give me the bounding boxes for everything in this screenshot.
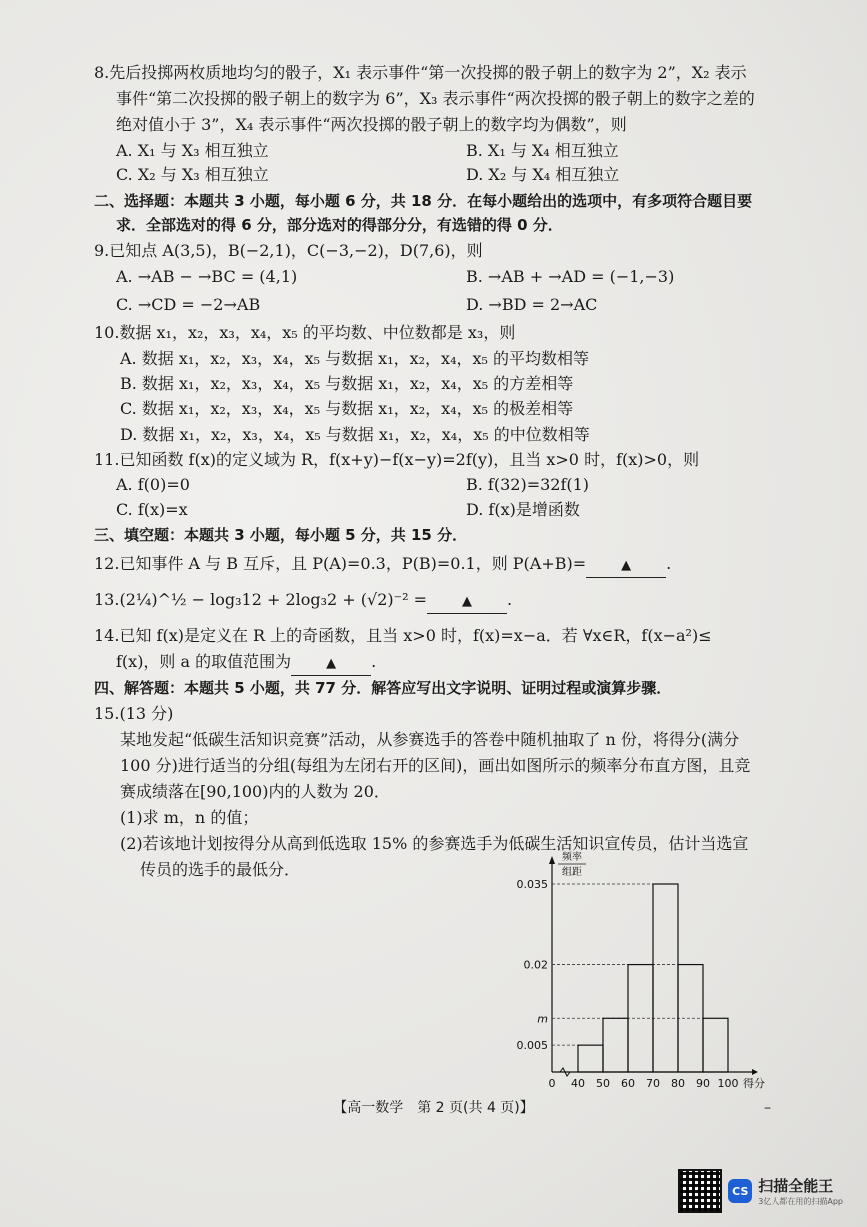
q10-option-a: A. 数据 x₁，x₂，x₃，x₄，x₅ 与数据 x₁，x₂，x₄，x₅ 的平均数相等 bbox=[120, 349, 590, 368]
scanner-watermark bbox=[678, 1169, 843, 1213]
blank-triangle-icon: ▲ bbox=[326, 656, 337, 671]
camscanner-logo-icon: CS bbox=[728, 1179, 752, 1203]
y-tick-label: 0.005 bbox=[516, 1039, 548, 1053]
q8-line-2: 事件“第二次投掷的骰子朝上的数字为 6”，X₃ 表示事件“两次投掷的骰子朝上的数字之差的 bbox=[116, 89, 755, 108]
q14-line-1: 14.已知 f(x)是定义在 R 上的奇函数，且当 x>0 时，f(x)=x−a．若 ∀x∈R，f(x−a²)≤ bbox=[94, 626, 712, 645]
q12-end: . bbox=[666, 554, 672, 573]
q14-answer-blank[interactable] bbox=[291, 651, 371, 676]
blank-triangle-icon: ▲ bbox=[462, 594, 473, 609]
y-axis-arrow-icon bbox=[549, 856, 555, 864]
q9-option-c: C. →CD = −2→AB bbox=[116, 295, 261, 314]
q8-line-3: 绝对值小于 3”，X₄ 表示事件“两次投掷的骰子朝上的数字均为偶数”，则 bbox=[116, 115, 627, 134]
q11-option-b: B. f(32)=32f(1) bbox=[466, 475, 590, 494]
y-tick-label: 0.02 bbox=[523, 958, 548, 972]
section-2-heading-1: 二、选择题：本题共 3 小题，每小题 6 分，共 18 分．在每小题给出的选项中，有多项符合题目要 bbox=[94, 192, 753, 210]
q15-para-1: 某地发起“低碳生活知识竞赛”活动，从参赛选手的答卷中随机抽取了 n 份，将得分(满分 bbox=[120, 730, 740, 749]
q14-end: . bbox=[371, 652, 377, 671]
q8-option-c: C. X₂ 与 X₃ 相互独立 bbox=[116, 165, 269, 184]
q11-stem: 11.已知函数 f(x)的定义域为 R，f(x+y)−f(x−y)=2f(y)，且当 x>0 时，f(x)>0，则 bbox=[94, 450, 700, 469]
x-tick-label: 70 bbox=[646, 1077, 660, 1090]
q9-stem: 9.已知点 A(3,5)，B(−2,1)，C(−3,−2)，D(7,6)，则 bbox=[94, 241, 483, 260]
x-axis-arrow-icon bbox=[752, 1069, 758, 1075]
y-axis-label-bottom: 组距 bbox=[562, 867, 582, 878]
blank-triangle-icon: ▲ bbox=[621, 558, 632, 573]
histogram-bar bbox=[578, 1045, 603, 1072]
x-axis-label: 得分 bbox=[743, 1077, 765, 1090]
x-tick-label: 0 bbox=[548, 1077, 556, 1090]
section-4-heading: 四、解答题：本题共 5 小题，共 77 分．解答应写出文字说明、证明过程或演算步骤． bbox=[94, 679, 672, 697]
y-tick-label: 0.035 bbox=[516, 878, 548, 891]
q12-text: 12.已知事件 A 与 B 互斥，且 P(A)=0.3，P(B)=0.1，则 P(A+B)= bbox=[94, 554, 587, 573]
footer-dash: – bbox=[764, 1100, 771, 1116]
q12-answer-blank[interactable] bbox=[586, 553, 666, 578]
section-3-heading: 三、填空题：本题共 3 小题，每小题 5 分，共 15 分． bbox=[94, 526, 468, 544]
histogram-bar bbox=[603, 1018, 628, 1072]
q15-part-1: (1)求 m，n 的值； bbox=[120, 808, 259, 827]
q15-part-2-line-1: (2)若该地计划按得分从高到低选取 15% 的参赛选手为低碳生活知识宣传员，估计当选宣 bbox=[120, 834, 749, 853]
y-axis-label-top: 频率 bbox=[562, 852, 582, 863]
q10-option-b: B. 数据 x₁，x₂，x₃，x₄，x₅ 与数据 x₁，x₂，x₄，x₅ 的方差相等 bbox=[120, 374, 574, 393]
histogram-bars bbox=[578, 884, 728, 1072]
qr-code-icon bbox=[678, 1169, 722, 1213]
q8-option-a: A. X₁ 与 X₃ 相互独立 bbox=[116, 141, 269, 160]
histogram-bar bbox=[703, 1018, 728, 1072]
q11-option-c: C. f(x)=x bbox=[116, 500, 188, 519]
q12-line bbox=[94, 553, 671, 578]
q14-text: f(x)，则 a 的取值范围为 bbox=[116, 652, 292, 671]
q11-option-d: D. f(x)是增函数 bbox=[466, 500, 580, 519]
x-tick-label: 100 bbox=[717, 1077, 739, 1090]
q9-option-d: D. →BD = 2→AC bbox=[466, 295, 598, 314]
q13-answer-blank[interactable] bbox=[427, 589, 507, 614]
q15-para-3: 赛成绩落在[90,100)内的人数为 20． bbox=[120, 782, 390, 801]
x-tick-label: 90 bbox=[696, 1077, 710, 1090]
histogram-bar bbox=[653, 884, 678, 1072]
q8-option-d: D. X₂ 与 X₄ 相互独立 bbox=[466, 165, 620, 184]
watermark-title: 扫描全能王 bbox=[758, 1177, 834, 1195]
q8-line-1: 8.先后投掷两枚质地均匀的骰子，X₁ 表示事件“第一次投掷的骰子朝上的数字为 2”，X₂ 表示 bbox=[94, 63, 747, 82]
q15-title: 15.(13 分) bbox=[94, 704, 174, 723]
watermark-subtitle: 3亿人都在用的扫描App bbox=[758, 1197, 843, 1206]
q10-stem: 10.数据 x₁，x₂，x₃，x₄，x₅ 的平均数、中位数都是 x₃，则 bbox=[94, 323, 516, 342]
page-footer: 【高一数学 第 2 页(共 4 页)】 bbox=[333, 1100, 534, 1116]
y-tick-label: m bbox=[537, 1012, 548, 1026]
x-tick-label: 40 bbox=[571, 1077, 585, 1090]
q10-option-d: D. 数据 x₁，x₂，x₃，x₄，x₅ 与数据 x₁，x₂，x₄，x₅ 的中位数相等 bbox=[120, 425, 590, 444]
x-tick-label: 60 bbox=[621, 1077, 635, 1090]
q8-option-b: B. X₁ 与 X₄ 相互独立 bbox=[466, 141, 619, 160]
x-tick-label: 80 bbox=[671, 1077, 685, 1090]
q10-option-c: C. 数据 x₁，x₂，x₃，x₄，x₅ 与数据 x₁，x₂，x₄，x₅ 的极差相等 bbox=[120, 399, 574, 418]
section-2-heading-2: 求．全部选对的得 6 分，部分选对的得部分分，有选错的得 0 分． bbox=[116, 216, 563, 234]
q13-end: . bbox=[507, 590, 513, 609]
q9-option-a: A. →AB − →BC = (4,1) bbox=[116, 267, 298, 286]
q13-text: 13.(2¼)^½ − log₃12 + 2log₃2 + (√2)⁻² = bbox=[94, 590, 428, 609]
x-tick-label: 50 bbox=[596, 1077, 610, 1090]
frequency-histogram bbox=[510, 842, 790, 1092]
q14-line-2 bbox=[116, 651, 376, 676]
q9-option-b: B. →AB + →AD = (−1,−3) bbox=[466, 267, 675, 286]
q15-para-2: 100 分)进行适当的分组(每组为左闭右开的区间)，画出如图所示的频率分布直方图，且竞 bbox=[120, 756, 751, 775]
q11-option-a: A. f(0)=0 bbox=[116, 475, 190, 494]
q13-line bbox=[94, 589, 512, 614]
q15-part-2-line-2: 传员的选手的最低分． bbox=[140, 860, 301, 879]
